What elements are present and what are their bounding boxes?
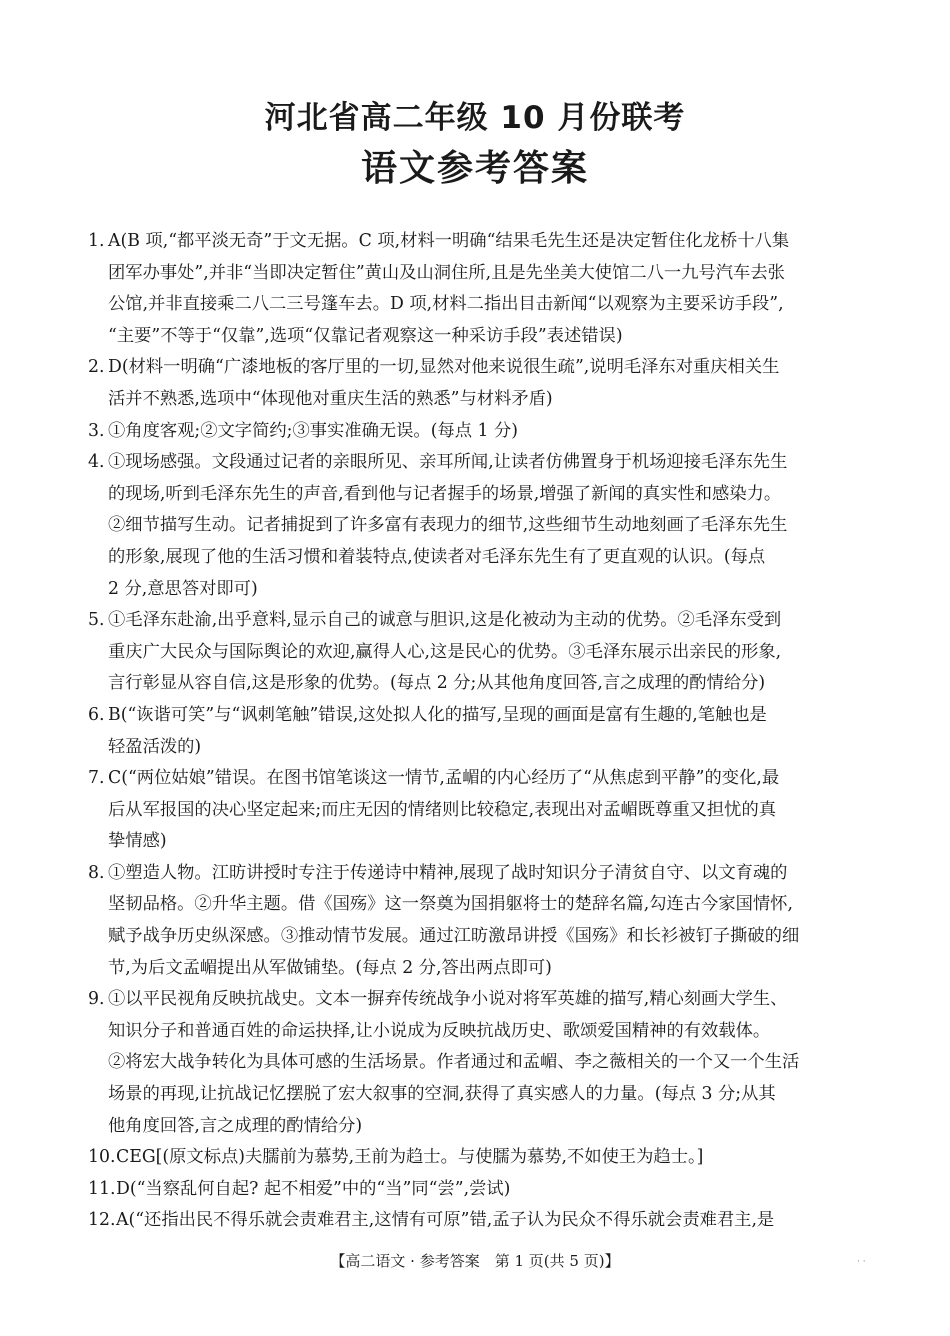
answer-line: B(“诙谐可笑”与“讽刺笔触”错误,这处拟人化的描写,呈现的画面是富有生趣的,笔触也是: [108, 704, 767, 725]
exam-title: 河北省高二年级 10 月份联考: [264, 100, 686, 136]
answer-line: 2 分,意思答对即可): [108, 578, 258, 599]
answer-line: 知识分子和普通百姓的命运抉择,让小说成为反映抗战历史、歌颂爱国精神的有效载体。: [108, 1020, 771, 1041]
answer-item-11: [88, 1174, 863, 1206]
answer-number: 6.: [88, 704, 105, 725]
answer-number: 12.: [88, 1210, 116, 1231]
answer-item-4: [88, 447, 863, 605]
answer-item-8: [88, 858, 863, 984]
answer-line: 他角度回答,言之成理的酌情给分): [108, 1115, 363, 1136]
answer-item-3: [88, 416, 863, 448]
answer-line: CEG[(原文标点)夫臑前为慕势,王前为趋士。与使臑为慕势,不如使王为趋士。]: [116, 1147, 704, 1168]
answer-line: 团军办事处”,并非“当即决定暂住”黄山及山洞住所,且是先坐美大使馆二八一九号汽车去张: [108, 262, 785, 283]
answer-key-title: 语文参考答案: [360, 148, 589, 189]
answer-line: ①毛泽东赴渝,出乎意料,显示自己的诚意与胆识,这是化被动为主动的优势。②毛泽东受到: [108, 610, 782, 631]
answer-line: ①以平民视角反映抗战史。文本一摒弃传统战争小说对将军英雄的描写,精心刻画大学生、: [108, 989, 788, 1010]
answer-line: A(B 项,“都平淡无奇”于文无据。C 项,材料一明确“结果毛先生还是决定暂住化龙桥十八集: [108, 231, 790, 251]
answer-item-2: [88, 352, 863, 415]
answer-number: 8.: [88, 862, 105, 883]
answer-item-6: [88, 700, 863, 763]
answer-line: 重庆广大民众与国际舆论的欢迎,赢得人心,这是民心的优势。③毛泽东展示出亲民的形象,: [108, 641, 782, 662]
answer-line: ①塑造人物。江昉讲授时专注于传递诗中精神,展现了战时知识分子清贫自守、以文育魂的: [108, 862, 788, 883]
answer-number: 4.: [88, 452, 105, 473]
answer-item-9: [88, 984, 863, 1142]
answer-line: ①角度客观;②文字简约;③事实准确无误。(每点 1 分): [108, 420, 519, 441]
answer-number: 3.: [88, 420, 105, 441]
answer-line: D(材料一明确“广漆地板的客厅里的一切,显然对他来说很生疏”,说明毛泽东对重庆相关生: [108, 357, 780, 378]
answer-item-12: [88, 1205, 863, 1237]
answer-line: 轻盈活泼的): [108, 736, 202, 757]
answer-line: 坚韧品格。②升华主题。借《国殇》这一祭奠为国捐躯将士的楚辞名篇,勾连古今家国情怀,: [108, 894, 793, 915]
answer-line: ①现场感强。文段通过记者的亲眼所见、亲耳所闻,让读者仿佛置身于机场迎接毛泽东先生: [108, 452, 788, 473]
answer-line: ②将宏大战争转化为具体可感的生活场景。作者通过和孟嵋、李之薇相关的一个又一个生活: [108, 1052, 800, 1073]
answer-number: 1.: [88, 231, 105, 251]
answer-item-5: [88, 605, 863, 700]
scan-mark: · ·: [857, 1257, 866, 1267]
answer-line: D(“当察乱何自起? 起不相爱”中的“当”同“尝”,尝试): [116, 1178, 511, 1199]
answer-line: C(“两位姑娘”错误。在图书馆笔谈这一情节,孟嵋的内心经历了“从焦虑到平静”的变化,最: [108, 768, 780, 789]
answer-list: [88, 226, 863, 1237]
answer-number: 10.: [88, 1147, 116, 1168]
answer-item-7: [88, 763, 863, 858]
answer-line: A(“还指出民不得乐就会责难君主,这情有可原”错,孟子认为民众不得乐就会责难君主,是: [116, 1210, 775, 1231]
answer-line: 公馆,并非直接乘二八二三号篷车去。D 项,材料二指出目击新闻“以观察为主要采访手段”,: [108, 294, 784, 315]
answer-number: 7.: [88, 768, 105, 789]
answer-line: 活并不熟悉,选项中“体现他对重庆生活的熟悉”与材料矛盾): [108, 388, 553, 409]
answer-number: 11.: [88, 1178, 116, 1199]
answer-number: 5.: [88, 610, 105, 631]
answer-line: “主要”不等于“仅靠”,选项“仅靠记者观察这一种采访手段”表述错误): [108, 325, 623, 346]
answer-line: 节,为后文孟嵋提出从军做铺垫。(每点 2 分,答出两点即可): [108, 957, 552, 978]
answer-number: 2.: [88, 357, 105, 378]
answer-line: 挚情感): [108, 831, 167, 852]
answer-item-1: [88, 226, 863, 352]
answer-line: 后从军报国的决心坚定起来;而庄无因的情绪则比较稳定,表现出对孟嵋既尊重又担忧的真: [108, 799, 777, 820]
answer-line: 场景的再现,让抗战记忆摆脱了宏大叙事的空洞,获得了真实感人的力量。(每点 3 分;从其: [108, 1084, 776, 1105]
answer-number: 9.: [88, 989, 105, 1010]
answer-line: 赋予战争历史纵深感。③推动情节发展。通过江昉激昂讲授《国殇》和长衫被钉子撕破的细: [108, 926, 800, 947]
page-footer: 【高二语文 · 参考答案 第 1 页(共 5 页)】: [330, 1252, 620, 1270]
answer-line: ②细节描写生动。记者捕捉到了许多富有表现力的细节,这些细节生动地刻画了毛泽东先生: [108, 515, 788, 536]
answer-item-10: [88, 1142, 863, 1174]
answer-line: 言行彰显从容自信,这是形象的优势。(每点 2 分;从其他角度回答,言之成理的酌情给分): [108, 673, 766, 694]
answer-line: 的现场,听到毛泽东先生的声音,看到他与记者握手的场景,增强了新闻的真实性和感染力。: [108, 483, 782, 504]
answer-line: 的形象,展现了他的生活习惯和着装特点,使读者对毛泽东先生有了更直观的认识。(每点: [108, 546, 766, 567]
